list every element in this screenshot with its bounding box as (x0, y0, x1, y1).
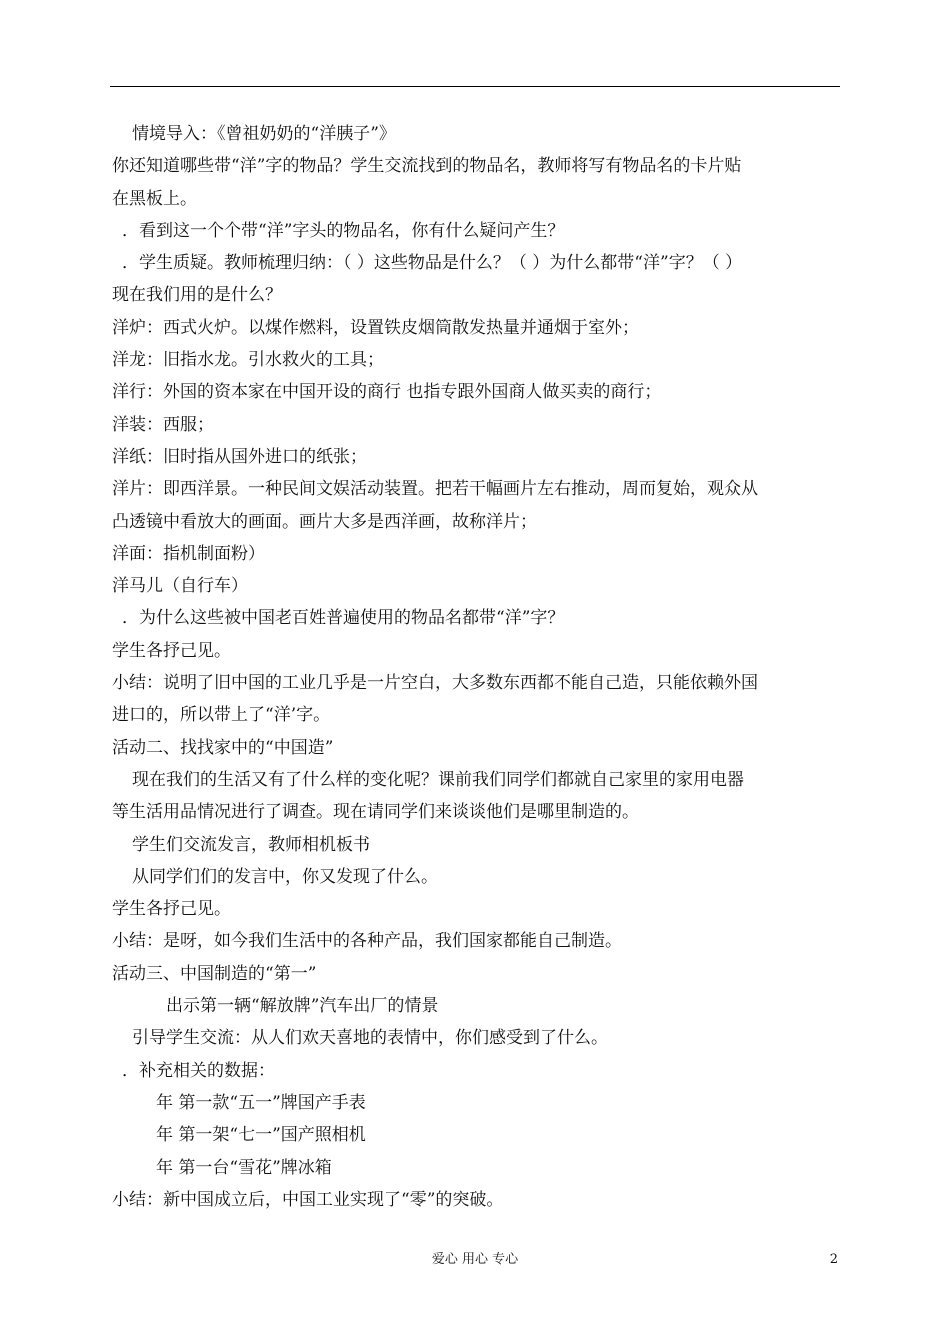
paragraph-line: 现在我们的生活又有了什么样的变化呢？课前我们同学们都就自己家里的家用电器 (132, 769, 744, 790)
paragraph-line: 洋面：指机制面粉） (112, 543, 265, 564)
paragraph-line: 小结：是呀，如今我们生活中的各种产品，我们国家都能自己制造。 (112, 931, 622, 952)
paragraph-line: 洋炉：西式火炉。以煤作燃料，设置铁皮烟筒散发热量并通烟于室外； (112, 317, 639, 338)
header-rule (110, 86, 840, 87)
paragraph-line: 等生活用品情况进行了调查。现在请同学们来谈谈他们是哪里制造的。 (112, 802, 639, 823)
paragraph-line: 洋马儿（自行车） (112, 576, 248, 597)
paragraph-line: ．为什么这些被中国老百姓普遍使用的物品名都带“洋”字？ (122, 608, 565, 629)
paragraph-line: ．补充相关的数据： (122, 1060, 275, 1081)
paragraph-line: 学生各抒己见。 (112, 899, 231, 920)
paragraph-line: 进口的，所以带上了“洋’字。 (112, 705, 331, 726)
page-number: 2 (829, 1252, 838, 1267)
paragraph-line: ．学生质疑。教师梳理归纳：（ ）这些物品是什么？（ ）为什么都带“洋”字？（ ） (122, 253, 743, 274)
paragraph-line: 在黑板上。 (112, 188, 197, 209)
document-body (112, 118, 840, 1216)
paragraph-line: 出示第一辆“解放牌”汽车出厂的情景 (166, 996, 439, 1017)
page-footer (0, 1250, 950, 1270)
paragraph-line: 洋纸：旧时指从国外进口的纸张； (112, 446, 367, 467)
paragraph-line: 凸透镜中看放大的画面。画片大多是西洋画，故称洋片； (112, 511, 537, 532)
list-item: 年 第一款“五一”牌国产手表 (156, 1092, 366, 1113)
list-item: 年 第一架“七一”国产照相机 (156, 1125, 366, 1146)
paragraph-line: 从同学们们的发言中，你又发现了什么。 (132, 866, 438, 887)
paragraph-line: 学生各抒己见。 (112, 640, 231, 661)
paragraph-line: 学生们交流发言，教师相机板书 (132, 834, 370, 855)
paragraph-line: ．看到这一个个带“洋”字头的物品名，你有什么疑问产生？ (122, 220, 565, 241)
paragraph-line: 现在我们用的是什么？ (112, 285, 282, 306)
paragraph-line: 洋龙：旧指水龙。引水救火的工具； (112, 350, 384, 371)
paragraph-line: 引导学生交流：从人们欢天喜地的表情中，你们感受到了什么。 (132, 1028, 608, 1049)
footer-motto: 爱心 用心 专心 (431, 1252, 519, 1267)
paragraph-line: 小结：说明了旧中国的工业几乎是一片空白，大多数东西都不能自己造，只能依赖外国 (112, 673, 758, 694)
paragraph-line: 小结：新中国成立后，中国工业实现了“零”的突破。 (112, 1189, 504, 1210)
paragraph-line: 洋装：西服； (112, 414, 214, 435)
paragraph-line: 情境导入：《曾祖奶奶的“洋胰子”》 (132, 124, 396, 144)
section-heading: 活动二、找找家中的“中国造” (112, 737, 334, 758)
paragraph-line: 洋片：即西洋景。一种民间文娱活动装置。把若干幅画片左右推动，周而复始，观众从 (112, 479, 758, 500)
list-item: 年 第一台“雪花”牌冰箱 (156, 1157, 332, 1178)
paragraph-line: 洋行：外国的资本家在中国开设的商行 也指专跟外国商人做买卖的商行； (112, 382, 662, 403)
section-heading: 活动三、中国制造的“第一” (112, 963, 317, 984)
paragraph-line: 你还知道哪些带“洋”字的物品？学生交流找到的物品名，教师将写有物品名的卡片贴 (112, 156, 742, 177)
